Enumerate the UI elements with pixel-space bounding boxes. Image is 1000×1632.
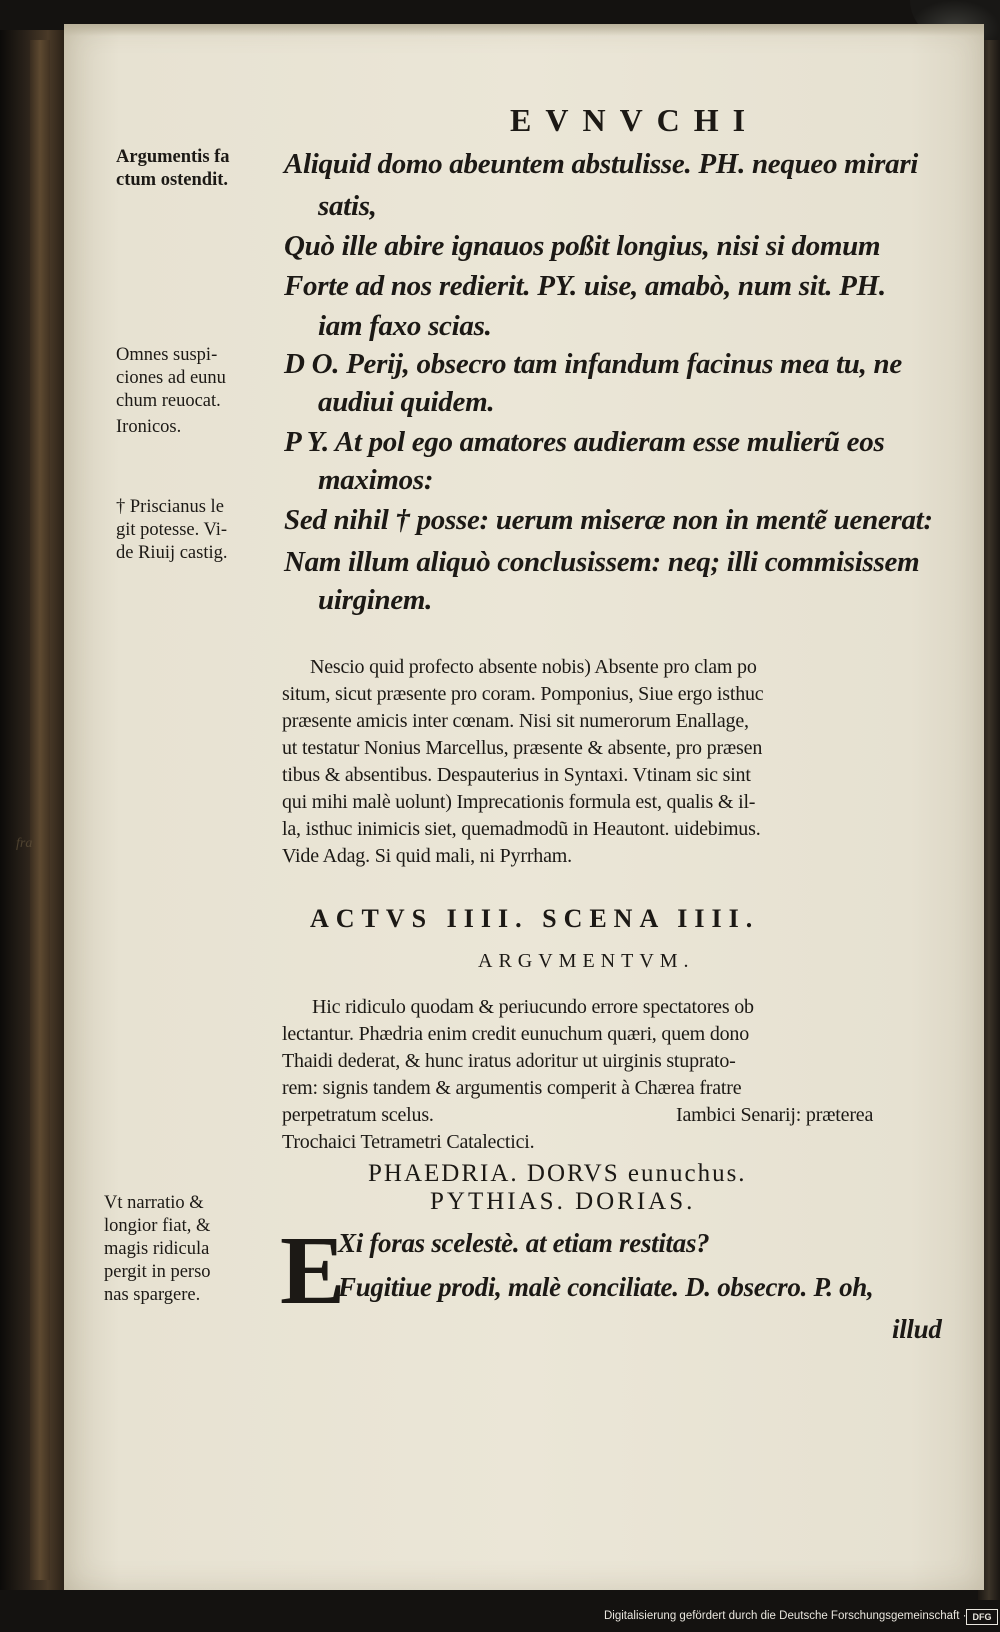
verse-line: audiui quidem.: [318, 386, 495, 418]
commentary-line: Vide Adag. Si quid mali, ni Pyrrham.: [282, 845, 572, 867]
commentary-line: tibus & absentibus. Despauterius in Syntaxi. Vtinam sic sint: [282, 764, 751, 786]
side-note-line: ctum ostendit.: [116, 170, 229, 190]
side-note-line: chum reuocat.: [116, 391, 221, 411]
commentary-line: situm, sicut præsente pro coram. Pomponius, Siue ergo isthuc: [282, 683, 764, 705]
side-note-line: longior fiat, &: [104, 1216, 211, 1236]
commentary-line: præsente amicis inter cœnam. Nisi sit numerorum Enallage,: [282, 710, 749, 732]
commentary-line: ut testatur Nonius Marcellus, præsente & absente, pro præsen: [282, 737, 763, 759]
verse-line: Aliquid domo abeuntem abstulisse. PH. nequeo mirari: [284, 148, 919, 180]
side-note-line: Ironicos.: [116, 417, 182, 437]
dfg-logo: DFG: [966, 1609, 998, 1625]
argument-heading: ARGVMENTVM.: [478, 950, 695, 972]
running-title: EVNVCHI: [510, 102, 760, 138]
page-shadow: [64, 24, 984, 36]
side-note-line: † Priscianus le: [116, 497, 224, 517]
side-note-vt-narratio: [104, 1192, 211, 1307]
side-note-line: pergit in perso: [104, 1262, 211, 1282]
argument-line-meter: Iambici Senarij: præterea: [676, 1104, 874, 1126]
verse-line: uirginem.: [318, 584, 433, 616]
commentary-line: Nescio quid profecto absente nobis) Absente pro clam po: [310, 656, 757, 678]
argument-line: perpetratum scelus.: [282, 1104, 434, 1126]
verse-line: Sed nihil † posse: uerum miseræ non in mentẽ uenerat:: [284, 504, 933, 536]
verse-line: satis,: [318, 190, 377, 222]
act-heading: ACTVS IIII. SCENA IIII.: [310, 904, 760, 933]
side-note-omnes: [116, 344, 226, 413]
argument-line: Thaidi dederat, & hunc iratus adoritur ut uirginis stuprato-: [282, 1050, 736, 1072]
cast-line: PHAEDRIA. DORVS eunuchus.: [368, 1160, 747, 1187]
verse-line: Xi foras scelestè. at etiam restitas?: [338, 1228, 710, 1258]
verse-line: Nam illum aliquò conclusissem: neq; illi commisissem: [284, 546, 920, 578]
cast-line: PYTHIAS. DORIAS.: [430, 1188, 696, 1215]
side-note-ironicos: [116, 416, 181, 439]
argument-line: lectantur. Phædria enim credit eunuchum quæri, quem dono: [282, 1023, 750, 1045]
side-note-line: Argumentis fa: [116, 147, 230, 167]
verse-line: Fugitiue prodi, malè conciliate. D. obsecro. P. oh,: [338, 1272, 874, 1302]
side-note-line: de Riuij castig.: [116, 543, 228, 563]
verse-line: Quò ille abire ignauos poßit longius, nisi si domum: [284, 230, 881, 262]
side-note-line: Omnes suspi-: [116, 345, 218, 365]
drop-cap: E: [280, 1217, 346, 1325]
side-note-line: ciones ad eunu: [116, 368, 226, 388]
argument-line: rem: signis tandem & argumentis comperit à Chærea fratre: [282, 1077, 742, 1099]
catchword: illud: [892, 1314, 942, 1344]
verse-line: iam faxo scias.: [318, 310, 492, 342]
side-note-priscianus: [116, 496, 228, 565]
margin-mark: fra: [16, 836, 33, 851]
verse-line: P Y. At pol ego amatores audieram esse mulierũ eos: [284, 426, 885, 458]
footer-credit: Digitalisierung gefördert durch die Deutsche Forschungsgemeinschaft ·: [604, 1610, 967, 1622]
side-note-line: Vt narratio &: [104, 1193, 204, 1213]
verse-line: Forte ad nos redierit. PY. uise, amabò, num sit. PH.: [284, 270, 886, 302]
book-spine: [30, 40, 50, 1580]
argument-line: Trochaici Tetrametri Catalectici.: [282, 1131, 535, 1153]
commentary-line: qui mihi malè uolunt) Imprecationis formula est, qualis & il-: [282, 791, 756, 813]
side-note-line: nas spargere.: [104, 1285, 201, 1305]
argument-line: Hic ridiculo quodam & periucundo errore spectatores ob: [312, 996, 754, 1018]
verse-line: maximos:: [318, 464, 434, 496]
side-note-line: magis ridicula: [104, 1239, 210, 1259]
side-note-line: git potesse. Vi-: [116, 520, 228, 540]
verse-line: D O. Perij, obsecro tam infandum facinus mea tu, ne: [284, 348, 902, 380]
side-note-argumentis: [116, 146, 230, 192]
commentary-line: la, isthuc inimicis siet, quemadmodũ in Heautont. uidebimus.: [282, 818, 761, 840]
